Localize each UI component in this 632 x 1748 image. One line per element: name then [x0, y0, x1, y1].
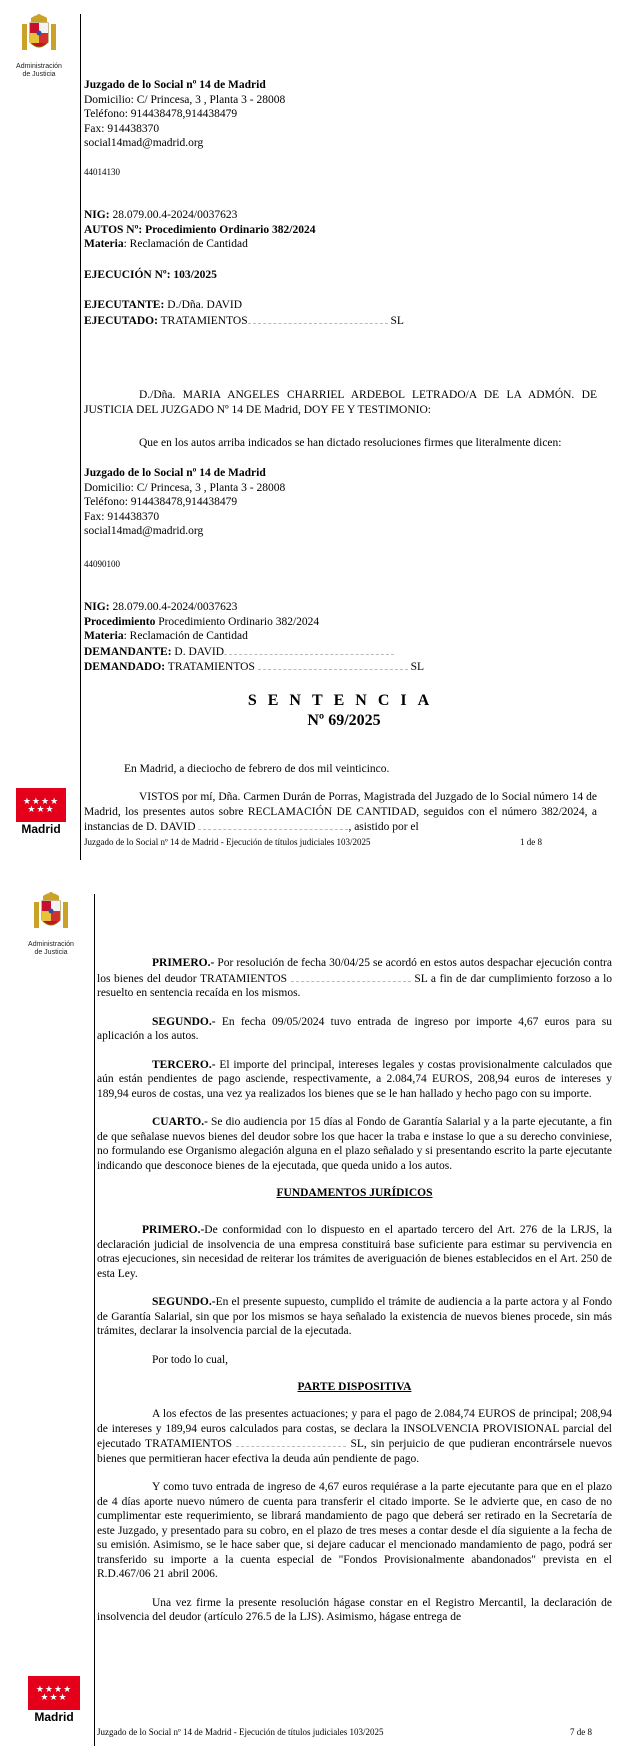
nig2-value: 28.079.00.4-2024/0037623 [109, 601, 238, 613]
admin-label-1: Administración [16, 63, 62, 70]
document-page-2 [0, 880, 632, 1748]
primero-text: Por resolución de fecha 30/04/25 se acordó en estos autos despachar ejecución contra los bienes del deudor TRATAMIENTOS [97, 957, 612, 985]
sentencia-title: SENTENCIA [247, 692, 441, 709]
court-phone: Teléfono: 914438478,914438479 [84, 108, 238, 120]
antecedente-cuarto [97, 1115, 612, 1173]
margin-line [94, 894, 95, 1746]
redaction [258, 659, 408, 670]
demandado-suffix: SL [410, 661, 425, 673]
spain-coat-of-arms-logo [28, 890, 74, 957]
page-footer: Juzgado de lo Social nº 14 de Madrid - Ejecución de títulos judiciales 103/2025 [97, 1727, 384, 1737]
madrid-community-logo [28, 1676, 80, 1724]
fundamento-segundo [97, 1295, 612, 1339]
quote-intro: Que en los autos arriba indicados se han dictado resoluciones firmes que literalmente dicen: [139, 437, 562, 449]
case-block [84, 208, 604, 252]
quoted-case-block [84, 600, 604, 675]
antecedente-segundo [97, 1015, 612, 1044]
demandante-value: D. DAVID [171, 645, 225, 658]
redaction [291, 971, 411, 982]
materia-label: Materia [84, 238, 124, 250]
fundamento-primero [97, 1223, 612, 1281]
f-primero-text: De conformidad con lo dispuesto en el apartado tercero del Art. 276 de la LRJS, la declaración judicial de insolvencia de una empresa constituirá base suficiente para estimar su pervivencia en otras ejecuciones, sin necesidad de reiterar los trámites de averiguación de bienes establecidos en el Art. 250 de esta Ley. [97, 1224, 612, 1280]
f-segundo-text: En el presente supuesto, cumplido el trámite de audiencia a la parte actora y al Fondo de Garantía Salarial, sin que por los mismos se haya señalado la existencia de nuevos bienes procede, sin más trámites, declarar la insolvencia parcial de la ejecutada. [97, 1296, 612, 1337]
madrid-stars-icon: ★★★★ ★★★ [28, 1676, 80, 1710]
ejecutado-suffix: SL [390, 314, 404, 327]
d1-tail: SL, sin perjuicio de que pudieran encontrársele nuevos bienes que permitieran hacer efectiva la deuda aún pendiente de pago. [97, 1438, 613, 1465]
redaction [224, 644, 394, 655]
segundo-text: En fecha 09/05/2024 tuvo entrada de ingreso por importe 4,67 euros para su aplicación a los autos. [97, 1015, 612, 1042]
admin-label-2: de Justicia [22, 71, 56, 78]
d1-text: A los efectos de las presentes actuaciones; y para el pago de 2.084,74 EUROS de principal; 208,94 de intereses y 189,94 euros calculados para costas, se declara la INSOLVENCIA PROVISIONAL parcial del ejecutado TRATAMIENTOS [97, 1408, 612, 1450]
court-address: Domicilio: C/ Princesa, 3 , Planta 3 - 28008 [84, 93, 286, 106]
dispositiva-2: Y como tuvo entrada de ingreso de 4,67 euros requiérase a la parte ejecutante para que en el plazo de 4 días aporte nuevo número de cuenta para transferir el citado importe. Se le advierte que, en caso de no cumplimentar este requerimiento, se librará mandamiento de pago que deberá ser retirado en la Secretaría de este Juzgado, y presentado para su cobro, en el plazo de tres meses a contar desde el día siguiente a la fecha de su emisión. Asimismo, se le hace saber que, si dejare caducar el mencionado mandamiento de pago, podrá ser transferido su importe a la cuenta especial de "Fondos Provisionalmente abandonados" prevista en el R.D.467/06 21 abril 2006. [97, 1481, 612, 1580]
parte-dispositiva-heading: PARTE DISPOSITIVA [297, 1381, 412, 1393]
vistos-tail: , asistido por el [348, 821, 419, 833]
header-block [84, 78, 604, 151]
court-email-2: social14mad@madrid.org [84, 525, 204, 537]
doc-code-2: 44090100 [84, 559, 120, 569]
demandado-value: TRATAMIENTOS [165, 661, 255, 673]
ejecutado-value: TRATAMIENTOS [157, 314, 248, 327]
page2-body [97, 956, 612, 1625]
ejecutado-label: EJECUTADO: [84, 314, 158, 327]
madrid-label: Madrid [34, 1710, 74, 1724]
redaction [236, 1436, 346, 1447]
segundo-label: SEGUNDO.- [152, 1015, 216, 1028]
court-fax-2: Fax: 914438370 [84, 510, 160, 523]
sentence-date: En Madrid, a dieciocho de febrero de dos mil veinticinco. [124, 763, 390, 775]
proc-value: Procedimiento Ordinario 382/2024 [155, 615, 320, 628]
spain-coat-of-arms-logo [16, 12, 62, 79]
page-number: 7 de 8 [570, 1727, 592, 1737]
materia2-label: Materia [84, 630, 124, 642]
court-name-2: Juzgado de lo Social nº 14 de Madrid [84, 467, 266, 479]
admin-label-1: Administración [28, 941, 74, 948]
antecedente-primero [97, 956, 612, 1001]
court-phone-2: Teléfono: 914438478,914438479 [84, 496, 238, 508]
nig-label: NIG: [84, 209, 110, 221]
materia2-value: : Reclamación de Cantidad [123, 630, 248, 642]
tercero-label: TERCERO.- [152, 1058, 216, 1071]
redaction [198, 819, 348, 830]
demandado-label: DEMANDADO: [84, 661, 166, 673]
cuarto-text: Se dio audiencia por 15 días al Fondo de Garantía Salarial y a la parte ejecutante, a fin de que señalase nuevos bienes del deudor sobre los que hacer la traba e instase lo que a su derecho conviniese, no formulando ese Organismo alegación alguna en el plazo señalado y si presentando escrito la parte ejecutante indicando que desconoce bienes de la ejecutada, que queda unido a los autos. [97, 1116, 612, 1172]
f-segundo-label: SEGUNDO.- [152, 1296, 216, 1308]
por-todo: Por todo lo cual, [152, 1353, 229, 1366]
ejecutante-label: EJECUTANTE: [84, 299, 165, 311]
fundamentos-heading: FUNDAMENTOS JURÍDICOS [276, 1187, 433, 1199]
vistos-paragraph [84, 790, 597, 835]
page-number: 1 de 8 [520, 837, 542, 847]
nig-value: 28.079.00.4-2024/0037623 [112, 209, 238, 221]
doc-code: 44014130 [84, 167, 120, 177]
dispositiva-1 [97, 1407, 612, 1466]
primero-label: PRIMERO.- [152, 957, 215, 969]
madrid-label: Madrid [21, 822, 61, 836]
cuarto-label: CUARTO.- [152, 1116, 208, 1128]
ejecucion-number: EJECUCIÓN Nº: 103/2025 [84, 269, 217, 281]
nig2-label: NIG: [84, 601, 110, 613]
madrid-community-logo [16, 788, 66, 836]
demandante-label: DEMANDANTE: [84, 645, 172, 658]
coat-of-arms-icon [28, 890, 74, 936]
admin-label-2: de Justicia [34, 949, 68, 956]
materia-value: : Reclamación de Cantidad [123, 238, 248, 250]
redaction [248, 313, 388, 324]
intro-paragraph: D./Dña. MARIA ANGELES CHARRIEL ARDEBOL LETRADO/A DE LA ADMÓN. DE JUSTICIA DEL JUZGADO Nº 14 DE Madrid, DOY FE Y TESTIMONIO: [84, 389, 597, 416]
tercero-text: El importe del principal, intereses legales y costas provisionalmente calculados que aún están pendientes de pago asciende, respectivamente, a 2.084,74 EUROS, 208,94 euros de intereses y 189,94 euros de costas, una vez ya realizados los bienes que se le han hallado y hecho pago con su importe. [97, 1058, 612, 1100]
document-page-1 [0, 0, 632, 870]
court-fax: Fax: 914438370 [84, 122, 160, 135]
autos-line: AUTOS Nº: Procedimiento Ordinario 382/2024 [84, 223, 316, 236]
vistos-text: VISTOS por mí, Dña. Carmen Durán de Porras, Magistrada del Juzgado de lo Social número 14 de Madrid, los presentes autos sobre RECLAMACIÓN DE CANTIDAD, seguidos con el número 382/2024, a instancias de D. DAVID [84, 791, 597, 833]
antecedente-tercero [97, 1058, 612, 1102]
quoted-header-block [84, 466, 604, 539]
primero-tail: SL a fin de dar cumplimiento forzoso a lo resuelto en sentencia recaída en los mismos. [97, 972, 613, 999]
proc-label: Procedimiento [84, 615, 156, 628]
f-primero-label: PRIMERO.- [142, 1224, 205, 1236]
dispositiva-3: Una vez firme la presente resolución hágase constar en el Registro Mercantil, la declaración de insolvencia del deudor (artículo 276.5 de la LJS). Asimismo, hágase entrega de [97, 1596, 612, 1623]
sentencia-number: Nº 69/2025 [307, 712, 381, 729]
court-name: Juzgado de lo Social nº 14 de Madrid [84, 79, 266, 91]
ejecutante-value: D./Dña. DAVID [164, 299, 243, 311]
madrid-stars-icon: ★★★★ ★★★ [16, 788, 66, 822]
court-address-2: Domicilio: C/ Princesa, 3 , Planta 3 - 28008 [84, 481, 286, 494]
court-email: social14mad@madrid.org [84, 137, 204, 149]
coat-of-arms-icon [16, 12, 62, 58]
margin-line [80, 14, 81, 860]
page-footer: Juzgado de lo Social nº 14 de Madrid - Ejecución de títulos judiciales 103/2025 [84, 837, 371, 847]
parties-block [84, 298, 604, 328]
